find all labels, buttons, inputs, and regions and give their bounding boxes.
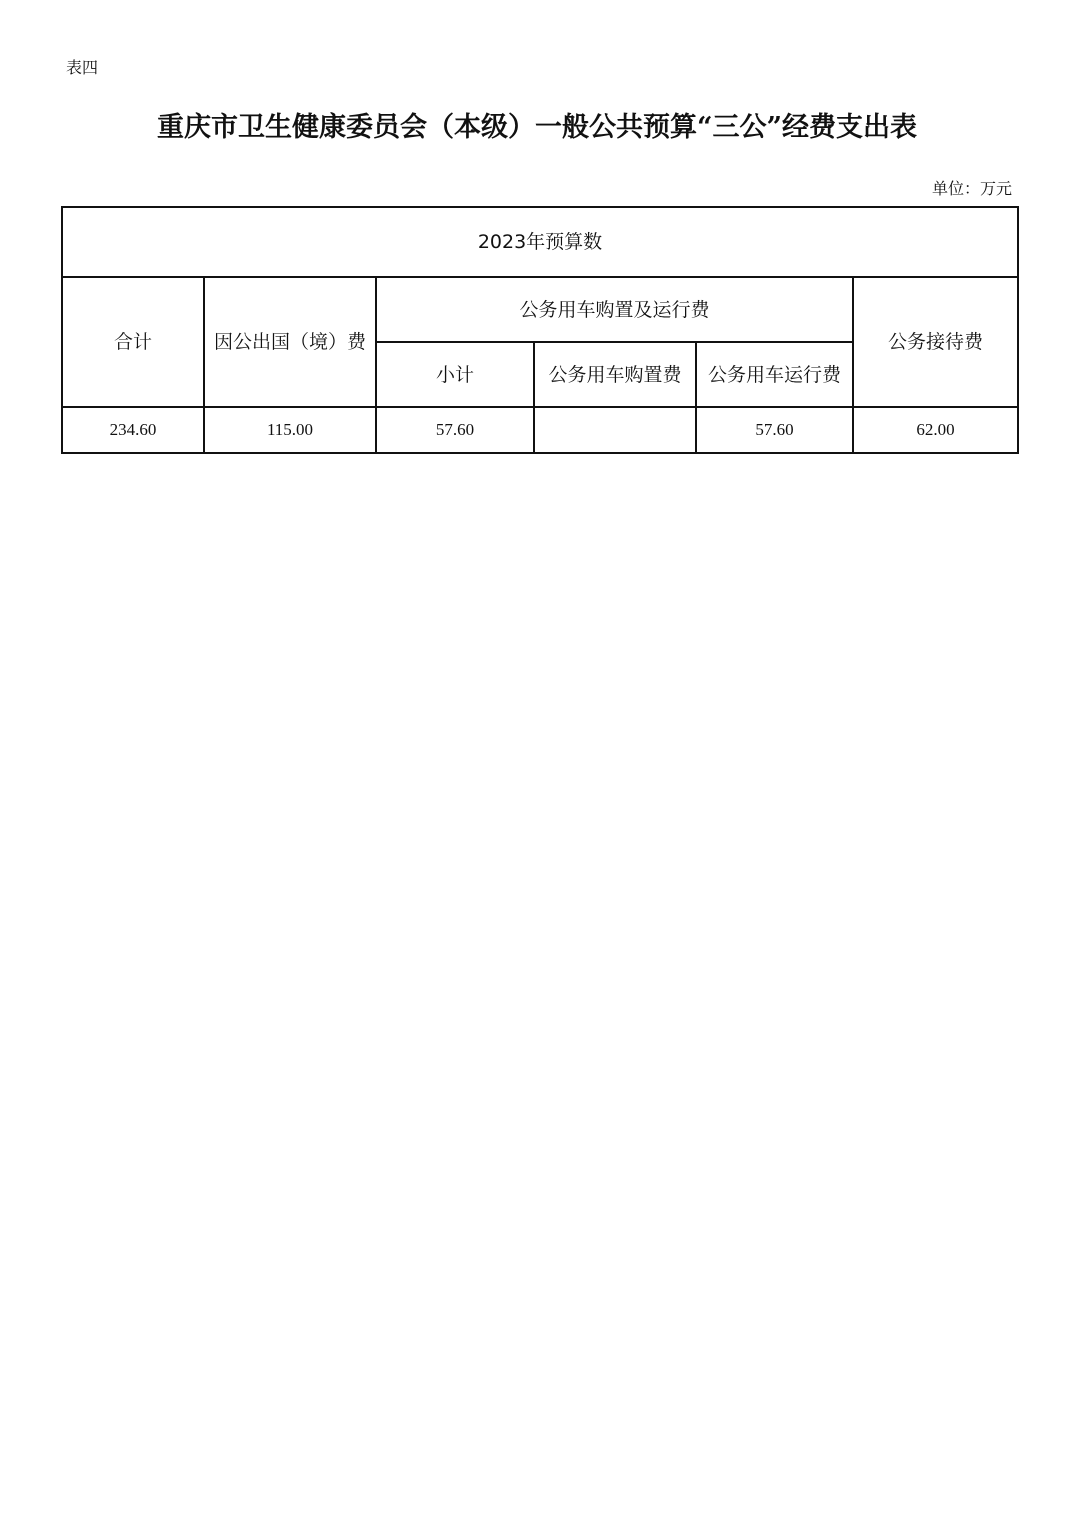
cell-vehicle-operation: 57.60 [696,407,853,453]
cell-vehicle-purchase [534,407,696,453]
cell-vehicle-subtotal: 57.60 [376,407,534,453]
table-header-row-top [62,207,1018,277]
header-total: 合计 [62,277,204,407]
budget-table [61,206,1019,454]
header-vehicle-subtotal: 小计 [376,342,534,407]
document-title: 重庆市卫生健康委员会（本级）一般公共预算“三公”经费支出表 [156,112,918,143]
header-vehicle-group: 公务用车购置及运行费 [376,277,853,342]
unit-label: 单位：万元 [931,179,1012,198]
cell-reception: 62.00 [853,407,1018,453]
cell-overseas: 115.00 [204,407,376,453]
header-overseas: 因公出国（境）费 [204,277,376,407]
table-row [62,407,1018,453]
header-vehicle-operation: 公务用车运行费 [696,342,853,407]
header-reception: 公务接待费 [853,277,1018,407]
header-2023-budget: 2023年预算数 [62,207,1018,277]
header-vehicle-purchase: 公务用车购置费 [534,342,696,407]
cell-total: 234.60 [62,407,204,453]
table-number: 表四 [66,58,99,77]
table-header-row-1 [62,277,1018,342]
